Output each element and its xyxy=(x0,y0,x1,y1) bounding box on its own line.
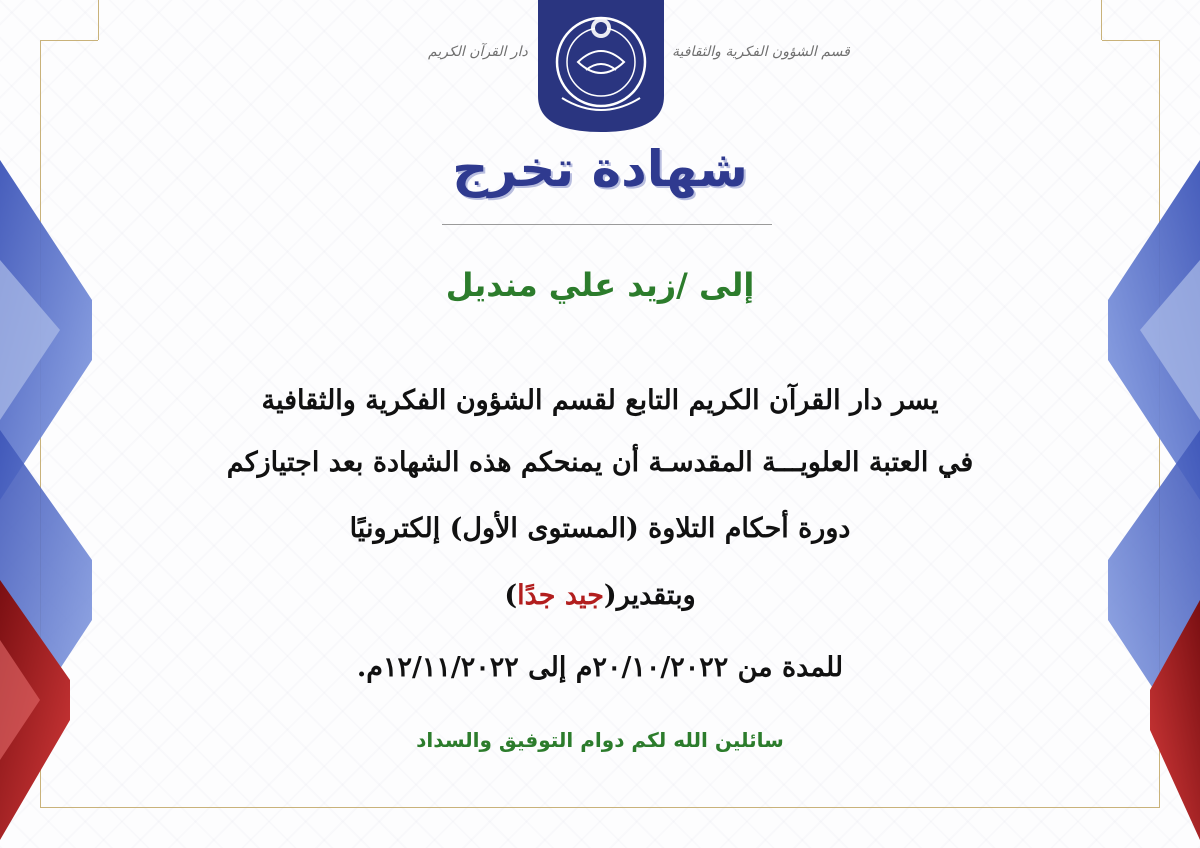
course-dates: للمدة من ٢٠/١٠/٢٠٢٢م إلى ١٢/١١/٢٠٢٢م. xyxy=(356,652,844,683)
recipient-name: إلى /زيد علي منديل xyxy=(445,266,755,304)
left-ribbon-decoration xyxy=(0,0,110,848)
grade-prefix: وبتقدير xyxy=(616,580,696,611)
body-line-1: يسر دار القرآن الكريم التابع لقسم الشؤون الفكرية والثقافية xyxy=(261,385,939,416)
emblem-seal-icon xyxy=(538,0,664,136)
grade-value: جيد جدًا xyxy=(517,580,604,611)
body-line-4 xyxy=(0,580,1200,611)
title-divider xyxy=(442,224,772,225)
certificate-title: شهادة تخرج xyxy=(452,140,748,198)
institution-caption: دار القرآن الكريم xyxy=(428,44,528,60)
right-ribbon-decoration xyxy=(1090,0,1200,848)
body-line-3: دورة أحكام التلاوة (المستوى الأول) إلكترونيًا xyxy=(349,513,851,544)
body-line-2: في العتبة العلويـــة المقدسـة أن يمنحكم هذه الشهادة بعد اجتيازكم xyxy=(226,447,974,478)
closing-wish: سائلين الله لكم دوام التوفيق والسداد xyxy=(416,728,784,752)
department-caption: قسم الشؤون الفكرية والثقافية xyxy=(672,44,850,60)
grade-close-paren: ) xyxy=(504,580,518,611)
grade-open-paren: ( xyxy=(603,580,617,611)
